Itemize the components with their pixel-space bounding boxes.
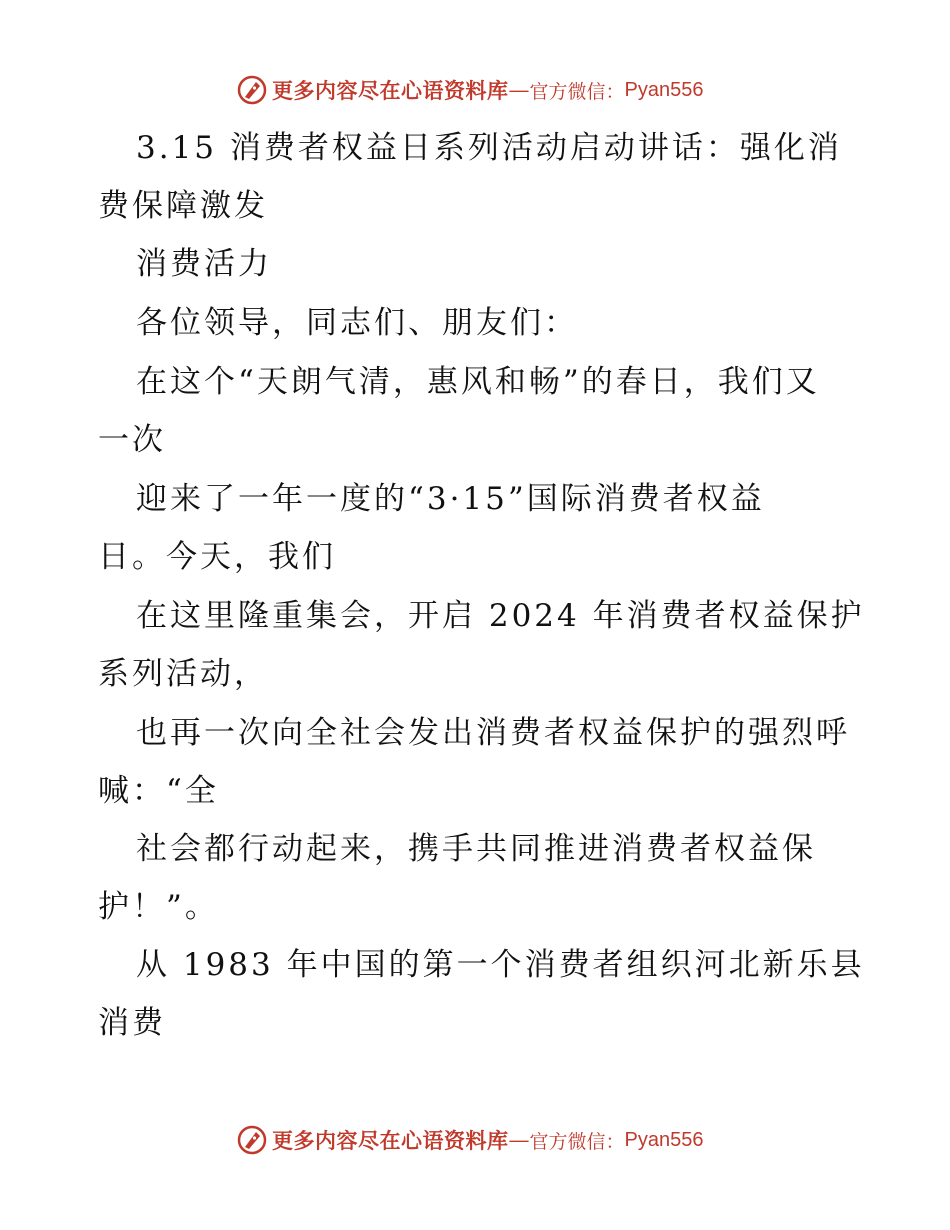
paragraph-line: 也再一次向全社会发出消费者权益保护的强烈呼 <box>136 715 850 751</box>
pen-nib-logo-icon <box>236 1124 268 1156</box>
paragraph-line: 一次 <box>98 422 166 458</box>
paragraph-line: 护！”。 <box>98 889 219 925</box>
paragraph-line: 在这里隆重集会，开启 2024 年消费者权益保护 <box>136 598 865 634</box>
salutation-line: 各位领导，同志们、朋友们： <box>136 305 578 341</box>
paragraph-line: 系列活动， <box>98 656 268 692</box>
paragraph-line: 日。今天，我们 <box>98 539 336 575</box>
footer-watermark-banner <box>236 1122 703 1158</box>
pen-nib-logo-icon <box>236 74 268 106</box>
paragraph-line: 迎来了一年一度的“3·15”国际消费者权益 <box>136 481 765 517</box>
paragraph-line: 喊：“全 <box>98 773 219 809</box>
paragraph-line: 从 1983 年中国的第一个消费者组织河北新乐县 <box>136 947 865 983</box>
banner-wechat-label: 官方微信： <box>529 1130 625 1153</box>
doc-title-line-3: 消费活力 <box>136 246 272 282</box>
banner-text: 更多内容尽在心语资料库 <box>272 1128 509 1153</box>
doc-title-line-1: 3.15 消费者权益日系列活动启动讲话：强化消 <box>136 130 842 166</box>
banner-wechat-label: 官方微信： <box>529 80 625 103</box>
banner-wechat-id: Pyan556 <box>624 78 704 101</box>
paragraph-line: 消费 <box>98 1005 166 1041</box>
banner-separator: — <box>508 1128 530 1152</box>
banner-separator: — <box>508 78 530 102</box>
paragraph-line: 社会都行动起来，携手共同推进消费者权益保 <box>136 831 816 867</box>
banner-wechat-id: Pyan556 <box>624 1128 704 1151</box>
paragraph-line: 在这个“天朗气清，惠风和畅”的春日，我们又 <box>136 364 820 400</box>
banner-text: 更多内容尽在心语资料库 <box>272 78 509 103</box>
header-watermark-banner <box>236 72 703 108</box>
doc-title-line-2: 费保障激发 <box>98 188 268 224</box>
